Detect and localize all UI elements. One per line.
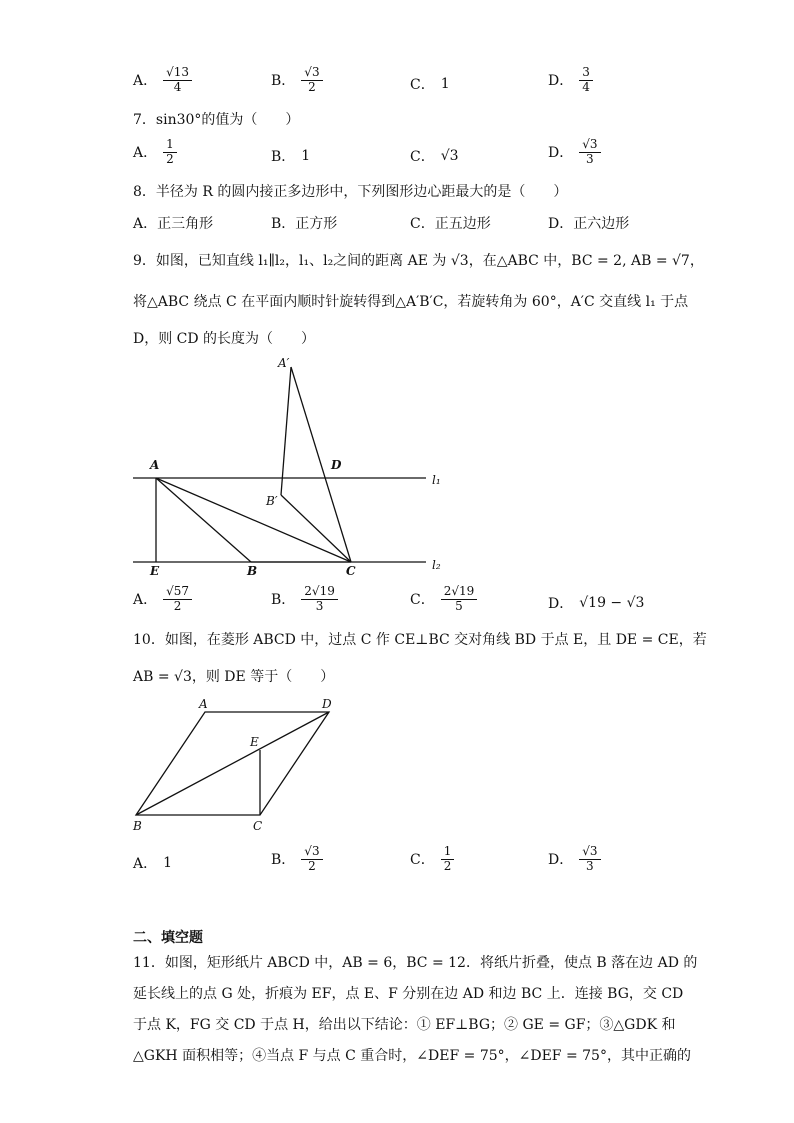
q10-option-c: C． $\frac{1}{2}$ xyxy=(410,845,454,874)
q7-option-d: D． $\frac{√3}{3}$ xyxy=(548,138,601,167)
q10-label-d: D xyxy=(322,697,332,711)
q10-option-a: A． 1 xyxy=(133,855,173,872)
label-a: A xyxy=(150,458,160,472)
label-b-prime: B′ xyxy=(266,494,278,508)
segment-a1b1 xyxy=(281,367,291,495)
q10-option-b: B． $\frac{√3}{2}$ xyxy=(271,845,323,874)
q6-option-d: D． $\frac{3}{4}$ xyxy=(548,66,593,95)
q7-option-a: A． $\frac{1}{2}$ xyxy=(133,138,177,167)
q8-stem: 8．半径为 R 的圆内接正多边形中，下列图形边心距最大的是（ ） xyxy=(133,184,568,200)
label-e: E xyxy=(150,564,160,578)
q9-option-b: B． $\frac{2√19}{3}$ xyxy=(271,585,338,614)
label-d: D xyxy=(331,458,342,472)
q7-option-c: C． √3 xyxy=(410,148,459,165)
q8-option-d: D．正六边形 xyxy=(548,216,630,232)
q11-line-4: △GKH 面积相等；④当点 F 与点 C 重合时，∠DEF = 75°，∠DEF = 75°，其中正确的 xyxy=(133,1048,691,1064)
label-l1: l₁ xyxy=(432,473,441,487)
q10-label-b: B xyxy=(133,819,142,833)
q9-line-1: 9．如图，已知直线 l₁∥l₂，l₁、l₂之间的距离 AE 为 √3，在△ABC 中，BC = 2, AB = √7， xyxy=(133,253,704,269)
q10-label-c: C xyxy=(253,819,263,833)
q8-option-c: C．正五边形 xyxy=(410,216,491,232)
q8-option-a: A．正三角形 xyxy=(133,216,214,232)
label-c: C xyxy=(346,564,356,578)
q9-line-2: 将△ABC 绕点 C 在平面内顺时针旋转得到△A′B′C，若旋转角为 60°，A′C 交直线 l₁ 于点 xyxy=(133,294,689,310)
label-b: B xyxy=(247,564,258,578)
q11-line-3: 于点 K，FG 交 CD 于点 H，给出以下结论：① EF⊥BG；② GE = GF；③△GDK 和 xyxy=(133,1017,676,1033)
q9-line-3: D，则 CD 的长度为（ ） xyxy=(133,331,316,347)
q11-line-2: 延长线上的点 G 处，折痕为 EF，点 E、F 分别在边 AD 和边 BC 上．连接 BG，交 CD xyxy=(133,986,684,1002)
q9-option-a: A． $\frac{√57}{2}$ xyxy=(133,585,192,614)
segment-ac xyxy=(156,478,351,562)
q9-option-d: D． √19 − √3 xyxy=(548,595,645,612)
section-heading: 二、填空题 xyxy=(133,930,203,946)
q11-line-1: 11．如图，矩形纸片 ABCD 中，AB = 6，BC = 12．将纸片折叠，使点 B 落在边 AD 的 xyxy=(133,955,698,971)
label-l2: l₂ xyxy=(432,558,441,572)
segment-ab xyxy=(156,478,251,562)
q7-stem: 7．sin30°的值为（ ） xyxy=(133,112,300,128)
label-a-prime: A′ xyxy=(278,356,290,370)
q10-label-a: A xyxy=(199,697,208,711)
q7-option-b: B． 1 xyxy=(271,148,311,165)
q6-option-a: A． $\frac{√13}{4}$ xyxy=(133,66,192,95)
q10-line-2: AB = √3，则 DE 等于（ ） xyxy=(133,669,335,685)
q6-option-b: B． $\frac{√3}{2}$ xyxy=(271,66,323,95)
q10-label-e: E xyxy=(250,735,259,749)
diagonal-bd xyxy=(136,712,329,815)
q6-option-c: C． 1 xyxy=(410,76,450,93)
q8-option-b: B．正方形 xyxy=(271,216,338,232)
q9-option-c: C． $\frac{2√19}{5}$ xyxy=(410,585,477,614)
q10-line-1: 10．如图，在菱形 ABCD 中，过点 C 作 CE⊥BC 交对角线 BD 于点 E，且 DE = CE，若 xyxy=(133,632,707,648)
q10-option-d: D． $\frac{√3}{3}$ xyxy=(548,845,601,874)
